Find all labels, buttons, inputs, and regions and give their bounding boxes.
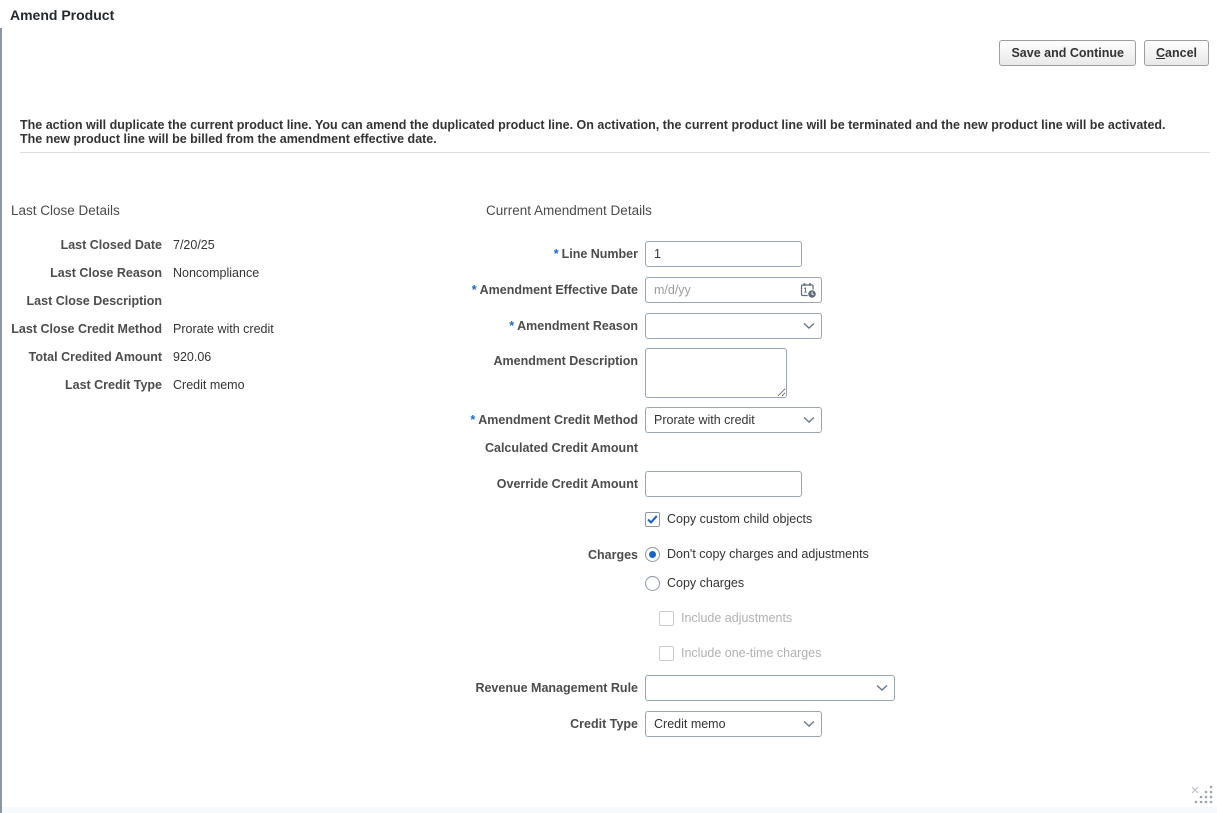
charges-option-copy <box>645 576 1000 591</box>
last-close-description-row <box>0 294 372 309</box>
cancel-label: ancel <box>1165 46 1197 60</box>
calculated-credit-amount-label: Calculated Credit Amount <box>484 441 638 455</box>
total-credited-amount-label: Total Credited Amount <box>28 350 162 364</box>
current-amendment-details-header: Current Amendment Details <box>486 203 652 218</box>
credit-type-label-cell <box>380 711 645 732</box>
override-credit-amount-label: Override Credit Amount <box>496 477 638 491</box>
dont-copy-charges-radio[interactable] <box>645 547 660 562</box>
page-title: Amend Product <box>10 7 115 23</box>
include-one-time-charges-row <box>659 646 1000 661</box>
amendment-credit-method-value: Prorate with credit <box>654 413 755 427</box>
override-credit-amount-label-cell <box>380 471 645 492</box>
line-number-label: Line Number <box>561 247 638 261</box>
amendment-reason-select[interactable] <box>645 313 822 339</box>
calculated-credit-amount-row <box>380 441 1000 456</box>
amendment-description-label: Amendment Description <box>493 354 638 368</box>
save-and-continue-label: Save and Continue <box>1011 46 1124 60</box>
revenue-management-rule-row <box>380 675 1000 701</box>
last-close-credit-method-row <box>0 322 372 337</box>
amendment-effective-date-field <box>645 277 822 303</box>
checkmark-icon <box>647 515 658 524</box>
amendment-credit-method-select[interactable] <box>645 407 822 433</box>
required-marker: * <box>471 283 477 297</box>
amendment-effective-date-row <box>380 277 1000 303</box>
amendment-reason-row <box>380 313 1000 339</box>
action-toolbar <box>999 40 1209 66</box>
credit-type-row <box>380 711 1000 737</box>
override-credit-amount-input[interactable] <box>645 471 802 497</box>
charges-label: Charges <box>587 548 638 562</box>
amendment-effective-date-label: Amendment Effective Date <box>479 283 638 297</box>
revenue-management-rule-label-cell <box>380 675 645 696</box>
amendment-credit-method-row <box>380 407 1000 433</box>
revenue-management-rule-select[interactable] <box>645 675 895 701</box>
dont-copy-charges-label: Don't copy charges and adjustments <box>667 547 869 561</box>
copy-charges-label: Copy charges <box>667 576 745 590</box>
required-marker: * <box>553 247 559 261</box>
amendment-reason-label-cell <box>380 313 645 334</box>
revenue-management-rule-label: Revenue Management Rule <box>475 681 638 695</box>
cancel-label-accesskey: C <box>1156 46 1166 60</box>
required-marker: * <box>509 319 515 333</box>
copy-charges-radio[interactable] <box>645 576 660 591</box>
last-closed-date-label: Last Closed Date <box>60 238 162 252</box>
last-close-details-header: Last Close Details <box>11 203 120 218</box>
total-credited-amount-value: 920.06 <box>173 350 212 364</box>
calculated-credit-amount-label-cell <box>380 441 645 456</box>
last-credit-type-row <box>0 378 372 393</box>
copy-custom-child-objects-label: Copy custom child objects <box>667 512 813 526</box>
chevron-down-icon <box>870 684 894 692</box>
last-close-reason-label: Last Close Reason <box>50 266 162 280</box>
include-adjustments-label: Include adjustments <box>681 611 793 625</box>
amendment-description-label-cell <box>380 348 645 369</box>
save-and-continue-button[interactable] <box>999 40 1136 66</box>
current-amendment-details-section <box>380 202 1000 737</box>
copy-custom-child-objects-row <box>645 512 1000 527</box>
last-close-reason-row <box>0 266 372 281</box>
svg-text:1: 1 <box>802 287 807 295</box>
last-credit-type-value: Credit memo <box>173 378 245 392</box>
amendment-effective-date-label-cell <box>380 277 645 298</box>
last-close-credit-method-value: Prorate with credit <box>173 322 274 336</box>
line-number-input[interactable] <box>645 241 802 267</box>
line-number-row <box>380 241 1000 267</box>
last-close-description-label: Last Close Description <box>26 294 162 308</box>
charges-row <box>380 547 1000 563</box>
amendment-description-textarea[interactable] <box>645 348 787 398</box>
last-close-details-section <box>0 202 372 393</box>
cancel-button[interactable] <box>1144 40 1209 66</box>
credit-type-label: Credit Type <box>570 717 638 731</box>
last-close-credit-method-label: Last Close Credit Method <box>11 322 162 336</box>
required-marker: * <box>470 413 476 427</box>
credit-type-select[interactable] <box>645 711 822 737</box>
override-credit-amount-row <box>380 471 1000 497</box>
panel-bottom-edge <box>2 807 1217 813</box>
chevron-down-icon <box>797 720 821 728</box>
charges-label-cell <box>380 547 645 563</box>
amendment-credit-method-label: Amendment Credit Method <box>478 413 638 427</box>
include-one-time-charges-checkbox[interactable] <box>659 646 674 661</box>
amendment-effective-date-input[interactable] <box>646 283 795 297</box>
resize-gripper[interactable] <box>1190 784 1214 810</box>
line-number-label-cell <box>380 241 645 262</box>
last-credit-type-label: Last Credit Type <box>64 378 162 392</box>
total-credited-amount-row <box>0 350 372 365</box>
last-closed-date-row <box>0 238 372 253</box>
last-close-reason-value: Noncompliance <box>173 266 260 280</box>
info-message: The action will duplicate the current product line. You can amend the duplicated product line. On activation, the current product line will be terminated and the new product line will be activated. The new product line will be billed from the amendment effective date. <box>20 118 1166 146</box>
copy-custom-child-objects-checkbox[interactable] <box>645 512 660 527</box>
chevron-down-icon <box>797 322 821 330</box>
amendment-reason-label: Amendment Reason <box>517 319 638 333</box>
include-one-time-charges-label: Include one-time charges <box>681 646 822 660</box>
credit-type-value: Credit memo <box>654 717 726 731</box>
amendment-description-row <box>380 348 1000 398</box>
chevron-down-icon <box>797 416 821 424</box>
include-adjustments-row <box>659 611 1000 626</box>
panel-left-border <box>0 28 2 813</box>
amendment-credit-method-label-cell <box>380 407 645 428</box>
last-closed-date-value: 7/20/25 <box>173 238 215 252</box>
section-divider <box>20 152 1210 153</box>
calendar-date-picker-icon[interactable] <box>795 282 821 299</box>
include-adjustments-checkbox[interactable] <box>659 611 674 626</box>
charges-option-dont-copy <box>645 547 869 562</box>
